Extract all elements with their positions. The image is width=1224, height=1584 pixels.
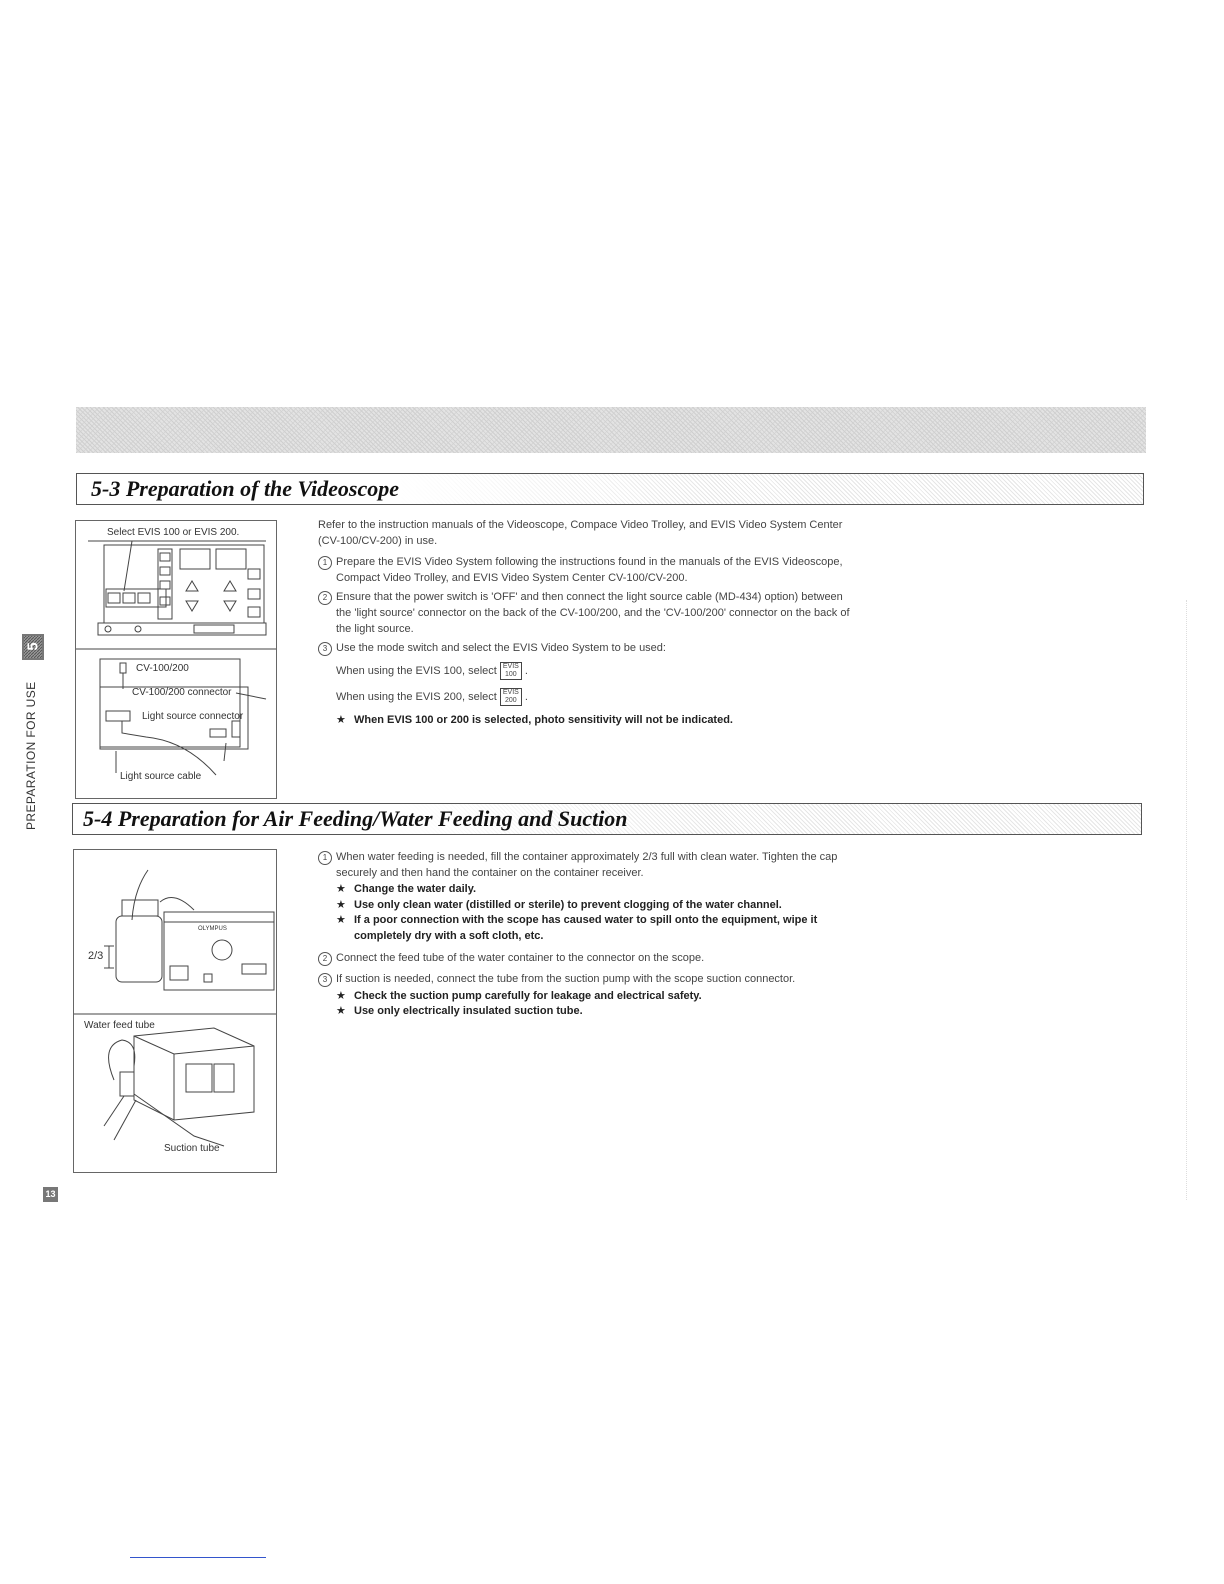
section-5-4-body (318, 850, 854, 1020)
step-number: 1 (318, 556, 332, 570)
brand-label: OLYMPUS (198, 926, 227, 932)
note (318, 882, 854, 898)
select-evis-200: When using the EVIS 200, select EVIS 200 . (336, 688, 528, 704)
step-text: Connect the feed tube of the water container to the connector on the scope. (336, 951, 705, 964)
cv-connector-label: CV-100/200 connector (132, 687, 232, 698)
side-tab-label: PREPARATION FOR USE (24, 681, 38, 830)
step-3 (318, 641, 854, 657)
star-icon: ★ (336, 914, 346, 927)
note (318, 989, 854, 1005)
page-number: 13 (45, 1189, 56, 1199)
star-icon: ★ (336, 1005, 346, 1018)
star-icon: ★ (336, 883, 346, 896)
step-1 (318, 555, 854, 586)
step-text: If suction is needed, connect the tube from the suction pump with the scope suction connector. (336, 973, 796, 986)
select-label: Select EVIS 100 or EVIS 200. (107, 527, 240, 538)
evis-100-key (500, 662, 522, 680)
step-number: 3 (318, 642, 332, 656)
step-number: 2 (318, 591, 332, 605)
note-text: If a poor connection with the scope has caused water to spill onto the equipment, wipe it completely dry with a soft cloth, etc. (354, 914, 818, 942)
water-container-diagram (74, 850, 276, 1172)
chapter-number: 5 (24, 642, 42, 651)
note (318, 898, 854, 914)
step-2 (318, 590, 854, 637)
step-number: 3 (318, 973, 332, 987)
note (318, 1004, 854, 1020)
suction-tube-label: Suction tube (164, 1143, 220, 1154)
section-5-4-title: 5-4 Preparation for Air Feeding/Water Feeding and Suction (83, 806, 628, 831)
step-text: When water feeding is needed, fill the container approximately 2/3 full with clean water. Tighten the cap securely and then hand the container on the container receiver. (336, 851, 838, 879)
section-5-4-header (72, 803, 1142, 835)
step-number: 2 (318, 952, 332, 966)
note-text: Use only clean water (distilled or sterile) to prevent clogging of the water channel. (354, 898, 782, 911)
section-5-3-header (76, 473, 1144, 505)
light-cable-label: Light source cable (120, 771, 202, 782)
note-text: Use only electrically insulated suction tube. (354, 1005, 583, 1018)
section-5-3-body (318, 518, 854, 728)
step-text: Prepare the EVIS Video System following the instructions found in the manuals of the EVIS Videoscope, Compact Video Trolley, and EVIS Video System Center CV-100/CV-200. (336, 556, 843, 584)
step-text: Ensure that the power switch is 'OFF' and then connect the light source cable (MD-434) option) between the 'light source' connector on the back of the CV-100/200, and the 'CV-100/200' connector on the back of the light source. (336, 591, 850, 635)
evis-100-key-bottom: 100 (505, 670, 517, 678)
water-tube-label: Water feed tube (84, 1020, 155, 1031)
section-5-3-title: 5-3 Preparation of the Videoscope (91, 476, 399, 501)
select-evis-100: When using the EVIS 100, select EVIS 100 . (336, 662, 528, 678)
page-number-badge (43, 1187, 58, 1202)
when-200-text: When using the EVIS 200, select (336, 690, 497, 703)
star-icon: ★ (336, 898, 346, 911)
evis-200-key-top: EVIS (502, 688, 519, 696)
note (318, 913, 854, 944)
step-3 (318, 972, 854, 988)
evis-note (318, 713, 854, 729)
videoscope-figure (75, 520, 277, 799)
evis-200-key (500, 688, 522, 706)
header-banner (76, 407, 1146, 453)
light-connector-label: Light source connector (142, 711, 244, 722)
step-number: 1 (318, 851, 332, 865)
step-1 (318, 850, 854, 881)
videoscope-diagram (76, 521, 276, 798)
right-margin-line (1186, 600, 1187, 1200)
water-suction-figure (73, 849, 277, 1173)
step-text: Use the mode switch and select the EVIS Video System to be used: (336, 642, 666, 655)
evis-200-key-bottom: 200 (505, 696, 517, 704)
fill-mark-label: 2/3 (88, 950, 104, 962)
star-icon: ★ (336, 713, 346, 726)
when-100-text: When using the EVIS 100, select (336, 664, 497, 677)
star-icon: ★ (336, 989, 346, 1002)
cv-label: CV-100/200 (136, 663, 189, 674)
step-2 (318, 951, 854, 967)
footer-line (130, 1557, 266, 1558)
note-text: When EVIS 100 or 200 is selected, photo sensitivity will not be indicated. (354, 713, 733, 726)
note-text: Check the suction pump carefully for leakage and electrical safety. (354, 989, 702, 1002)
evis-100-key-top: EVIS (502, 662, 519, 670)
intro-text: Refer to the instruction manuals of the Videoscope, Compace Video Trolley, and EVIS Video System Center (CV-100/CV-200) in use. (318, 519, 843, 547)
note-text: Change the water daily. (354, 883, 477, 896)
